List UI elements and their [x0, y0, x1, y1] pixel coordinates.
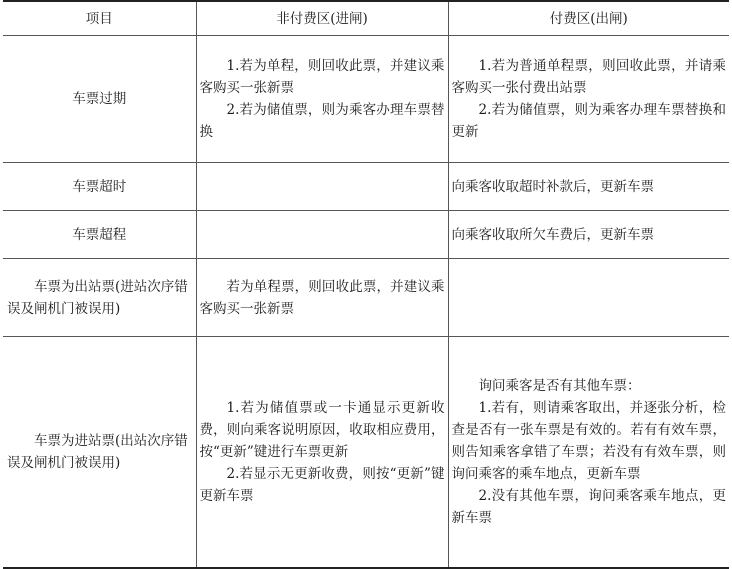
exit-cell: [448, 259, 729, 337]
entry-paragraph: 若为单程票，则回收此票，并建议乘客购买一张新票: [199, 278, 445, 317]
entry-cell: [196, 36, 448, 163]
entry-cell: [196, 337, 448, 569]
entry-cell: [196, 211, 448, 259]
exit-cell: [448, 163, 729, 211]
entry-paragraph: 2.若为储值票，则为乘客办理车票替换: [199, 102, 445, 140]
row-item-label: 车票超时: [3, 163, 196, 211]
ticket-handling-table: [3, 0, 729, 569]
exit-paragraph: 询问乘客是否有其他车票：: [478, 378, 641, 394]
exit-paragraph: 向乘客收取所欠车费后，更新车票: [451, 226, 654, 243]
entry-cell: [196, 259, 448, 337]
ticket-handling-table-wrapper: [3, 0, 729, 569]
exit-paragraph: 1.若为普通单程票，则回收此票，并请乘客购买一张付费出站票: [451, 58, 726, 96]
header-paid-area-exit: 付费区(出闸): [448, 1, 729, 36]
entry-paragraph: 1.若为储值票或一卡通显示更新收费，则向乘客说明原因，收取相应费用，按“更新”键进行车票更新: [199, 400, 445, 460]
exit-paragraph: 1.若有，则请乘客取出，并逐张分析，检查是否有一张车票是有效的。若有有效车票，则告知乘客拿错了车票；若没有有效车票，则询问乘客的乘车地点，更新车票: [451, 400, 726, 482]
table-row: [3, 36, 729, 163]
row-item-label: 车票为出站票(进站次序错误及闸机门被误用): [3, 259, 196, 337]
exit-paragraph: 2.若为储值票，则为乘客办理车票替换和更新: [451, 102, 726, 140]
header-item: 项目: [3, 1, 196, 36]
exit-cell: [448, 36, 729, 163]
header-unpaid-area-entry: 非付费区(进闸): [196, 1, 448, 36]
entry-paragraph: 1.若为单程，则回收此票，并建议乘客购买一张新票: [199, 58, 445, 96]
table-row: [3, 337, 729, 569]
exit-cell: [448, 337, 729, 569]
row-item-label: 车票为进站票(出站次序错误及闸机门被误用): [3, 337, 196, 569]
exit-paragraph: 向乘客收取超时补款后，更新车票: [451, 178, 654, 195]
entry-cell: [196, 163, 448, 211]
exit-cell: [448, 211, 729, 259]
entry-paragraph: 2.若显示无更新收费，则按“更新”键更新车票: [199, 466, 445, 504]
table-row: [3, 163, 729, 211]
table-row: [3, 259, 729, 337]
row-item-label: 车票过期: [3, 36, 196, 163]
exit-paragraph: 2.没有其他车票，询问乘客乘车地点，更新车票: [451, 488, 726, 526]
row-item-label: 车票超程: [3, 211, 196, 259]
header-row: [3, 1, 729, 36]
table-row: [3, 211, 729, 259]
